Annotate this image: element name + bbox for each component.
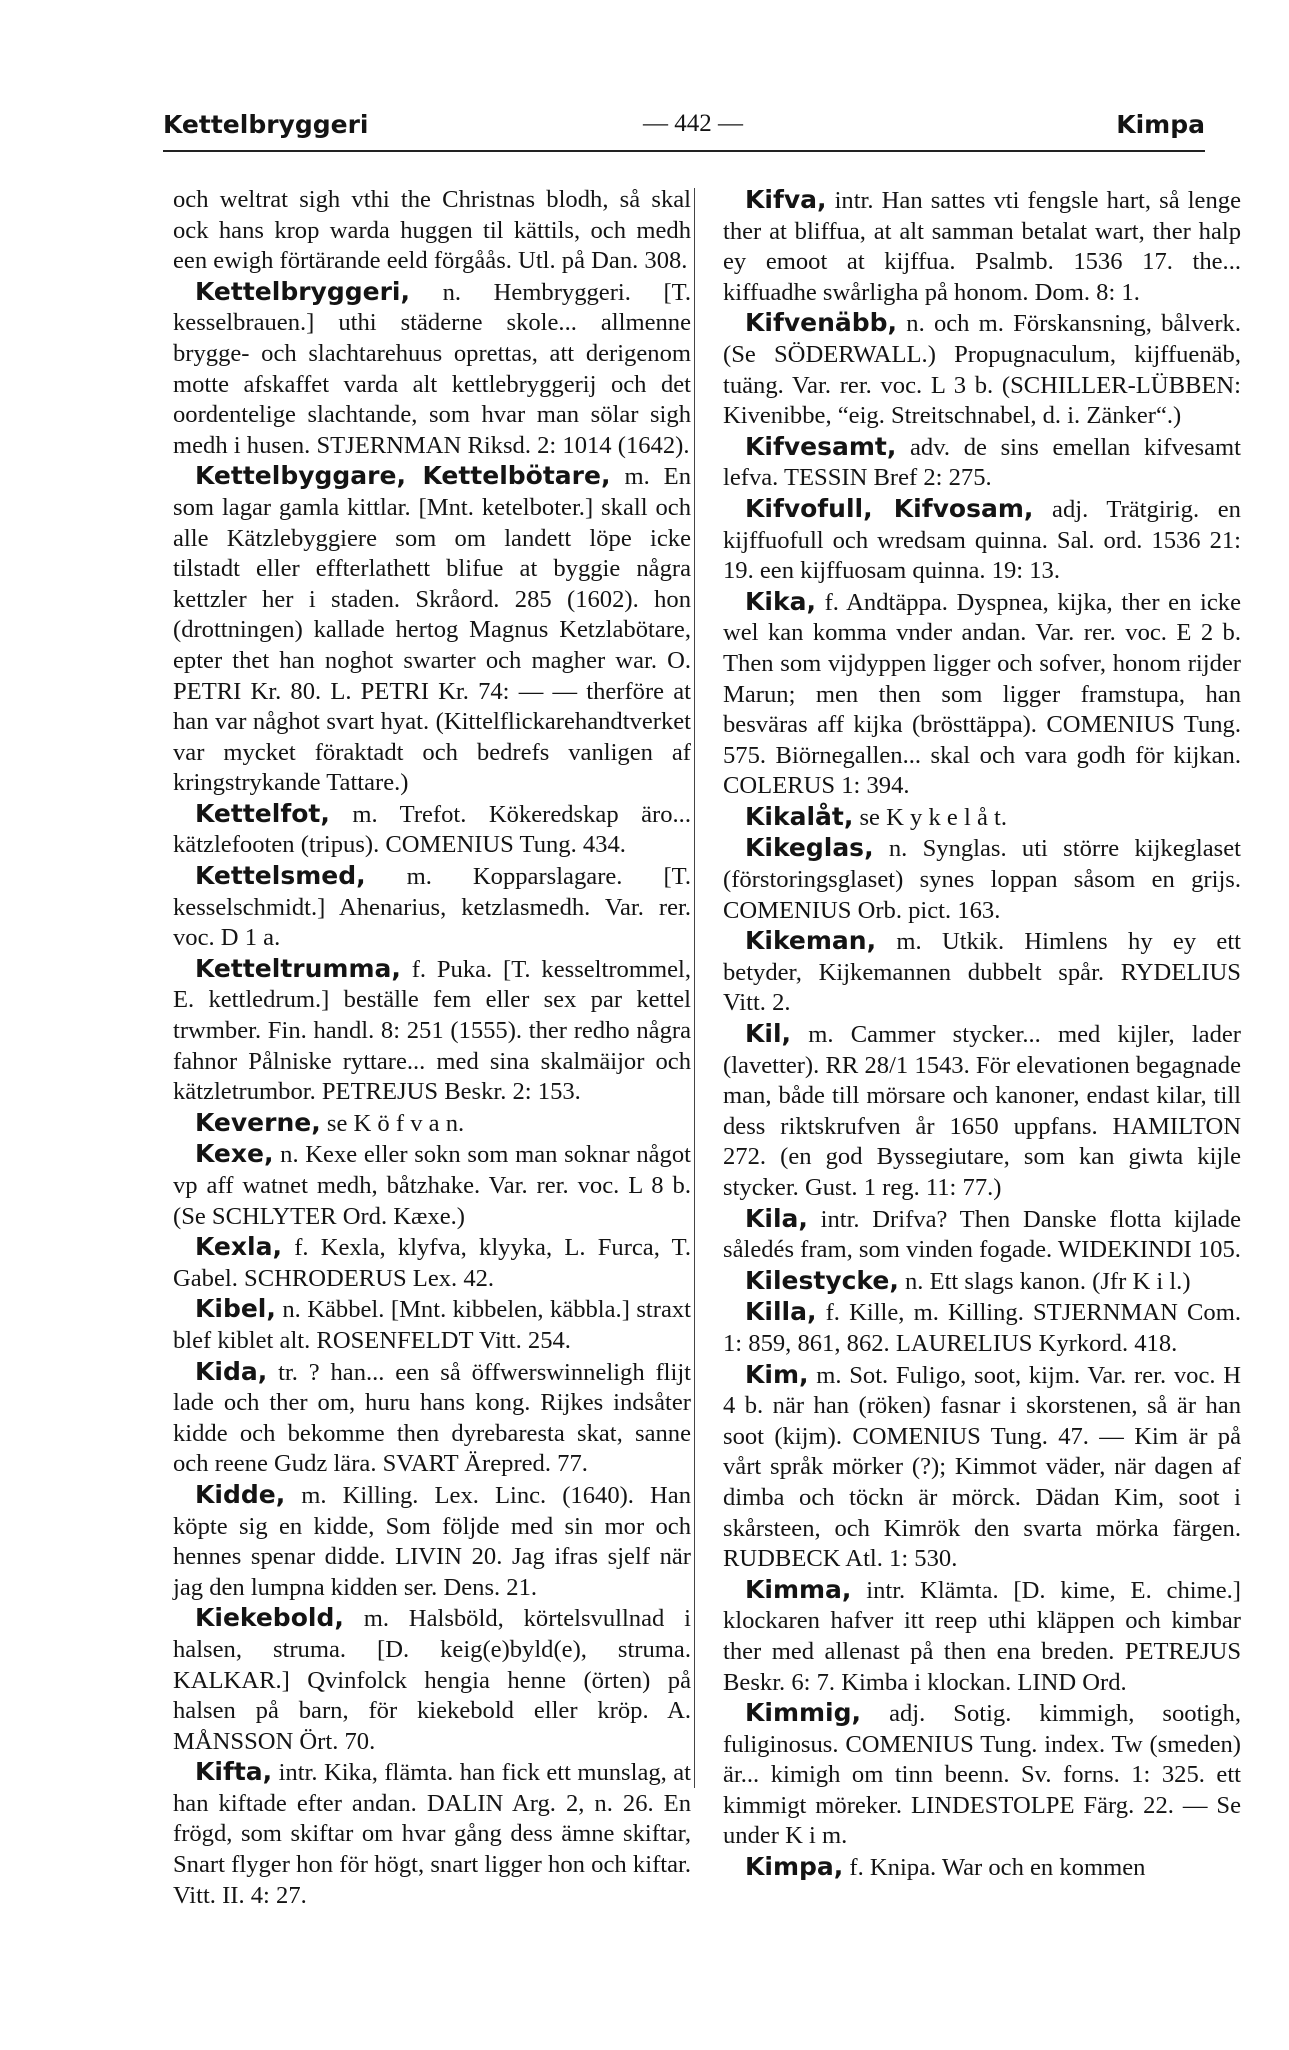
entry-body: f. Kexla, klyfva, klyyka, L. Furca, T. Gabel. SCHRODERUS Lex. 42. <box>173 1234 691 1292</box>
header-right-catchword: Kimpa <box>1116 110 1205 139</box>
page-number: — 442 — <box>643 110 743 137</box>
entry-body: intr. Kika, flämta. han fick ett munslag, at han kiftade efter andan. DALIN Arg. 2, n. 26. En frögd, som skiftar om hvar gång dess ämne skiftar, Snart flyger hon för högt, snart ligger hon och kiftar. Vitt. II. 4: 27. <box>173 1759 692 1909</box>
dictionary-entry <box>723 587 1241 802</box>
dictionary-entry <box>173 954 691 1108</box>
dictionary-entry <box>173 799 691 861</box>
entry-headword: Kettelbryggeri, <box>195 276 410 306</box>
entry-body: intr. Drifva? Then Danske flotta kijlade såledés fram, som vinden fogade. WIDEKINDI 105. <box>723 1205 1241 1264</box>
entry-headword: Kika, <box>745 586 816 616</box>
dictionary-entry <box>173 1357 691 1480</box>
entry-body: tr. ? han... een så öffwerswinneligh flijt lade och ther om, huru hans kong. Rijkes indsåter kidde och bekomme then dyrebaresta skat, sanne och reene Gudz lära. SVART Ärepred. 77. <box>173 1358 692 1478</box>
dictionary-entry <box>723 1297 1241 1359</box>
entry-headword: Kifta, <box>195 1757 273 1787</box>
right-column <box>723 185 1241 1884</box>
column-divider <box>694 188 695 1788</box>
entry-headword: Kifvofull, Kifvosam, <box>745 493 1034 523</box>
entry-headword: Kifvenäbb, <box>745 308 898 338</box>
dictionary-entry <box>723 833 1241 926</box>
entry-headword: Kim, <box>745 1359 809 1389</box>
dictionary-entry <box>173 1603 691 1757</box>
entry-headword: Kikeman, <box>745 926 877 956</box>
dictionary-entry <box>723 1698 1241 1852</box>
entry-body: f. Puka. [T. kesseltrommel, E. kettledrum.] beställe fem eller sex par kettel trwmber. Fin. handl. 8: 251 (1555). ther redho några fahnor Pålniske ryttare... med sina skalmäijor och kätzletrumbor. PETREJUS Beskr. 2: 153. <box>173 955 691 1106</box>
entry-body: intr. Klämta. [D. kime, E. chime.] klockaren hafver itt reep uthi kläppen och kimbar ther med allenast på then ena breden. PETREJUS Beskr. 6: 7. Kimba i klockan. LIND Ord. <box>723 1576 1241 1696</box>
entry-headword: Kikalåt, <box>745 801 854 831</box>
entry-headword: Kimma, <box>745 1574 852 1604</box>
entry-body: f. Andtäppa. Dyspnea, kijka, ther en icke wel kan komma vnder andan. Var. rer. voc. E 2 b. Then som vijdyppen ligger och sofver, honom rijder Marun; men then som ligger framstupa, han besväras aff kijka (brösttäppa). COMENIUS Tung. 575. Biörnegallen... skal och vara godh för kijkan. COLERUS 1: 394. <box>723 588 1241 800</box>
entry-body: m. Killing. Lex. Linc. (1640). Han köpte sig en kidde, Som följde med sin mor och hennes spenar didde. LIVIN 20. Jag ifras sjelf när jag den lumpna kidden ser. Dens. 21. <box>173 1481 691 1601</box>
dictionary-entry <box>173 1108 691 1140</box>
dictionary-entry <box>723 432 1241 494</box>
entry-body: n. Ett slags kanon. (Jfr K i l.) <box>904 1267 1191 1295</box>
entry-headword: Ketteltrumma, <box>195 953 401 983</box>
dictionary-entry <box>723 1852 1241 1884</box>
entry-body: adv. de sins emellan kifvesamt lefva. TESSIN Bref 2: 275. <box>723 433 1241 492</box>
entry-headword: Kikeglas, <box>745 833 874 863</box>
entry-headword: Kexla, <box>195 1232 282 1262</box>
dictionary-entry <box>723 308 1241 431</box>
entry-headword: Kimpa, <box>745 1852 844 1882</box>
dictionary-entry <box>173 1232 691 1294</box>
dictionary-entry <box>723 1204 1241 1266</box>
entry-headword: Kil, <box>745 1019 792 1049</box>
dictionary-entry <box>723 1575 1241 1698</box>
entry-body: m. Utkik. Himlens hy ey ett betyder, Kijkemannen dubbelt spår. RYDELIUS Vitt. 2. <box>723 928 1241 1017</box>
entry-body: f. Knipa. War och en kommen <box>849 1854 1146 1882</box>
entry-body: m. En som lagar gamla kittlar. [Mnt. ketelboter.] skall och alle Kätzlebyggiere som om landett löpe icke tilstadt eller effterlathett blifue at byggie några kettzler her i staden. Skråord. 285 (1602). hon (drottningen) kallade hertog Magnus Ketzlabötare, epter thet han noghot swarter och magher war. O. PETRI Kr. 80. L. PETRI Kr. 74: — — therföre at han var någhot svart hyat. (Kittelflickarehandtverket var mycket föraktadt och bedrefs vanligen af kringstrykande Tattare.) <box>173 463 691 797</box>
entry-headword: Kila, <box>745 1203 808 1233</box>
entry-headword: Kimmig, <box>745 1698 862 1728</box>
entry-headword: Kilestycke, <box>745 1265 899 1295</box>
entry-headword: Kifva, <box>745 185 827 214</box>
entry-body: se K y k e l å t. <box>859 803 1008 831</box>
dictionary-entry <box>173 461 691 799</box>
entry-headword: Kettelsmed, <box>195 861 366 891</box>
entry-headword: Kidde, <box>195 1479 286 1509</box>
dictionary-entry <box>723 185 1241 308</box>
entry-headword: Kibel, <box>195 1294 276 1324</box>
entry-body: och weltrat sigh vthi the Christnas blodh, så skal ock hans krop warda huggen til kättils, och medh een ewigh förtärande eeld förgåås. Utl. på Dan. 308. <box>173 186 691 275</box>
dictionary-entry <box>173 1294 691 1356</box>
dictionary-entry <box>173 1139 691 1232</box>
dictionary-entry <box>723 926 1241 1019</box>
entry-body: f. Kille, m. Killing. STJERNMAN Com. 1: 859, 861, 862. LAURELIUS Kyrkord. 418. <box>723 1299 1241 1357</box>
entry-headword: Kiekebold, <box>195 1603 344 1633</box>
left-column <box>173 185 691 1911</box>
dictionary-entry <box>173 861 691 954</box>
dictionary-entry <box>173 1480 691 1603</box>
entry-body: m. Halsböld, körtelsvullnad i halsen, struma. [D. keig(e)byld(e), struma. KALKAR.] Qvinfolck hengia henne (örten) på halsen på barn, för kiekebold eller kröp. A. MÅNSSON Ört. 70. <box>173 1605 691 1755</box>
entry-body: n. och m. Förskansning, bålverk. (Se SÖDERWALL.) Propugnaculum, kijffuenäb, tuäng. Var. rer. voc. L 3 b. (SCHILLER-LÜBBEN: Kivenibbe, “eig. Streitschnabel, d. i. Zänker“.) <box>723 310 1241 430</box>
entry-body: adj. Sotig. kimmigh, sootigh, fuliginosus. COMENIUS Tung. index. Tw (smeden) är... kimigh om tinn beenn. Sv. forns. 1: 325. ett kimmigt möreker. LINDESTOLPE Färg. 22. — Se under K i m. <box>723 1700 1241 1850</box>
dictionary-entry <box>173 277 691 462</box>
entry-body: se K ö f v a n. <box>326 1109 465 1137</box>
dictionary-entry <box>723 802 1241 834</box>
dictionary-entry <box>173 1757 691 1911</box>
entry-headword: Kexe, <box>195 1139 274 1169</box>
dictionary-entry <box>723 494 1241 587</box>
entry-headword: Kifvesamt, <box>745 431 897 461</box>
running-header <box>163 106 1205 146</box>
dictionary-entry <box>723 1266 1241 1298</box>
header-rule <box>163 150 1205 152</box>
entry-body: adj. Trätgirig. en kijffuofull och wredsam quinna. Sal. ord. 1536 21: 19. een kijffuosam quinna. 19: 13. <box>723 495 1241 585</box>
entry-body: m. Cammer stycker... med kijler, lader (lavetter). RR 28/1 1543. För elevationen begagnade man, både till mörsare och kanoner, endast kilar, till dess riktskrufven år 1650 uppfans. HAMILTON 272. (en god Byssegiutare, som kan giwta kijle stycker. Gust. 1 reg. 11: 77.) <box>723 1021 1241 1201</box>
entry-body: m. Kopparslagare. [T. kesselschmidt.] Ahenarius, ketzlasmedh. Var. rer. voc. D 1 a. <box>173 863 691 952</box>
dictionary-entry <box>723 1019 1241 1204</box>
entry-body: n. Käbbel. [Mnt. kibbelen, käbbla.] straxt blef kiblet alt. ROSENFELDT Vitt. 254. <box>173 1296 691 1354</box>
entry-headword: Keverne, <box>195 1107 321 1137</box>
entry-headword: Kida, <box>195 1356 268 1386</box>
entry-body: intr. Han sattes vti fengsle hart, så lenge ther at bliffua, at alt samman betalat wart, ther halp ey emoot at kijffua. Psalmb. 1536 17. the... kiffuadhe swårligha på honom. Dom. 8: 1. <box>723 187 1241 306</box>
entry-headword: Kettelfot, <box>195 798 330 828</box>
entry-body: n. Kexe eller sokn som man soknar något vp aff watnet medh, båtzhake. Var. rer. voc. L 8 b. (Se SCHLYTER Ord. Kæxe.) <box>173 1141 691 1230</box>
entry-body: n. Hembryggeri. [T. kesselbrauen.] uthi städerne skole... allmenne brygge- och slachtarehuus oprettas, att derigenom motte afskaffet varda alt kettlebryggerij och det oordentelige slachtande, som hvar man sölar sigh medh i husen. STJERNMAN Riksd. 2: 1014 (1642). <box>173 278 691 459</box>
entry-body: m. Sot. Fuligo, soot, kijm. Var. rer. voc. H 4 b. när han (röken) fasnar i skorstenen, så är han soot (kijm). COMENIUS Tung. 47. — Kim är på vårt språk mörker (?); Kimmot väder, när dagen af dimba och töckn är mörck. Dädan Kim, soot i skårsteen, och Kimrök den svarta mörka färgen. RUDBECK Atl. 1: 530. <box>723 1361 1242 1573</box>
entry-headword: Kettelbyggare, Kettelbötare, <box>195 461 611 491</box>
entry-body: m. Trefot. Kökeredskap äro... kätzlefooten (tripus). COMENIUS Tung. 434. <box>173 800 691 859</box>
dictionary-entry <box>173 185 691 277</box>
dictionary-entry <box>723 1360 1241 1575</box>
entry-body: n. Synglas. uti större kijkeglaset (förstoringsglaset) synes loppan såsom en grijs. COMENIUS Orb. pict. 163. <box>723 835 1242 924</box>
header-left-catchword: Kettelbryggeri <box>163 110 369 139</box>
entry-headword: Killa, <box>745 1297 817 1327</box>
